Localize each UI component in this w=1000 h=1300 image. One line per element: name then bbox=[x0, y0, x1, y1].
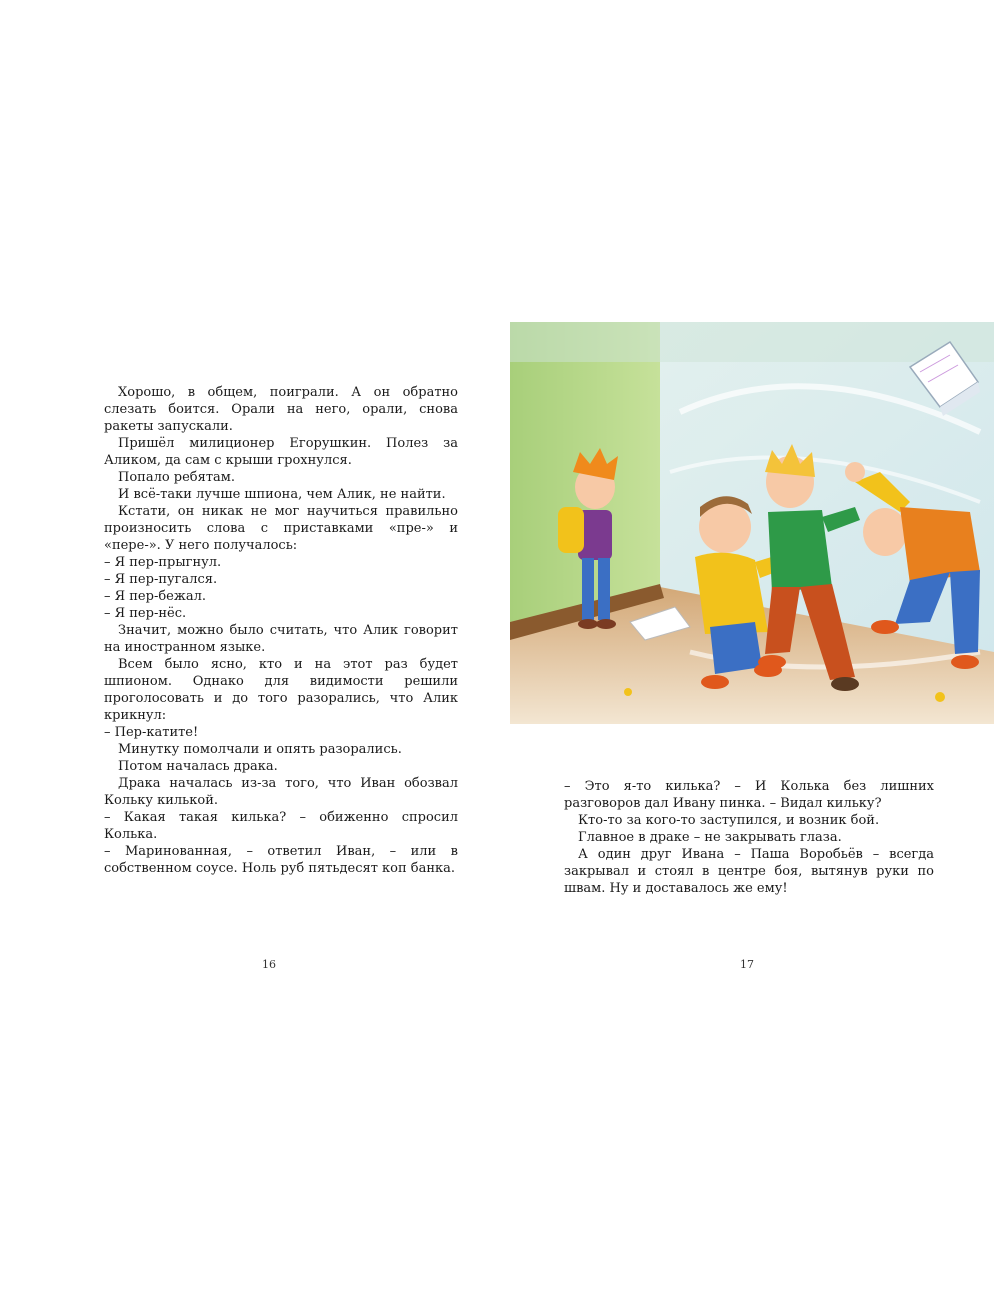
paragraph: Попало ребятам. bbox=[118, 470, 236, 485]
dialog-line: – Я пер-нёс. bbox=[104, 606, 187, 621]
right-page bbox=[500, 0, 1000, 1300]
dialog-line: – Пер-катите! bbox=[104, 725, 199, 740]
page-number-left: 16 bbox=[262, 958, 276, 971]
paragraph: Главное в драке – не закрывать глаза. bbox=[578, 830, 842, 845]
dialog-line: – Это я-то килька? – И Колька без лишних разговоров дал Ивану пинка. – Видал кильку? bbox=[564, 779, 934, 811]
dialog-line: – Я пер-пугался. bbox=[104, 572, 218, 587]
paragraph: Драка началась из-за того, что Иван обозвал Кольку килькой. bbox=[104, 776, 458, 808]
dialog-line: – Я пер-бежал. bbox=[104, 589, 206, 604]
paragraph: Потом началась драка. bbox=[118, 759, 278, 774]
paragraph: Значит, можно было считать, что Алик говорит на иностранном языке. bbox=[104, 623, 458, 655]
dialog-line: – Какая такая килька? – обиженно спросил Колька. bbox=[104, 810, 458, 842]
right-page-text bbox=[564, 778, 934, 897]
left-page-text bbox=[104, 384, 458, 877]
paragraph: Кто-то за кого-то заступился, и возник бой. bbox=[578, 813, 880, 828]
paragraph: Хорошо, в общем, поиграли. А он обратно слезать боится. Орали на него, орали, снова ракеты запускали. bbox=[104, 385, 458, 434]
paragraph: Кстати, он никак не мог научиться правильно произносить слова с приставками «пре-» и «пере-». У него получалось: bbox=[104, 504, 458, 553]
dialog-line: – Маринованная, – ответил Иван, – или в собственном соусе. Ноль руб пятьдесят коп банка. bbox=[104, 844, 458, 876]
page-number-right: 17 bbox=[740, 958, 754, 971]
dialog-line: – Я пер-прыгнул. bbox=[104, 555, 222, 570]
paragraph: А один друг Ивана – Паша Воробьёв – всегда закрывал и стоял в центре боя, вытянув руки по швам. Ну и доставалось же ему! bbox=[564, 847, 934, 896]
paragraph: И всё-таки лучше шпиона, чем Алик, не найти. bbox=[118, 487, 446, 502]
paragraph: Минутку помолчали и опять разорались. bbox=[118, 742, 402, 757]
paragraph: Всем было ясно, кто и на этот раз будет шпионом. Однако для видимости решили проголосовать и до того разорались, что Алик крикнул: bbox=[104, 657, 458, 723]
paragraph: Пришёл милиционер Егорушкин. Полез за Аликом, да сам с крыши грохнулся. bbox=[104, 436, 458, 468]
